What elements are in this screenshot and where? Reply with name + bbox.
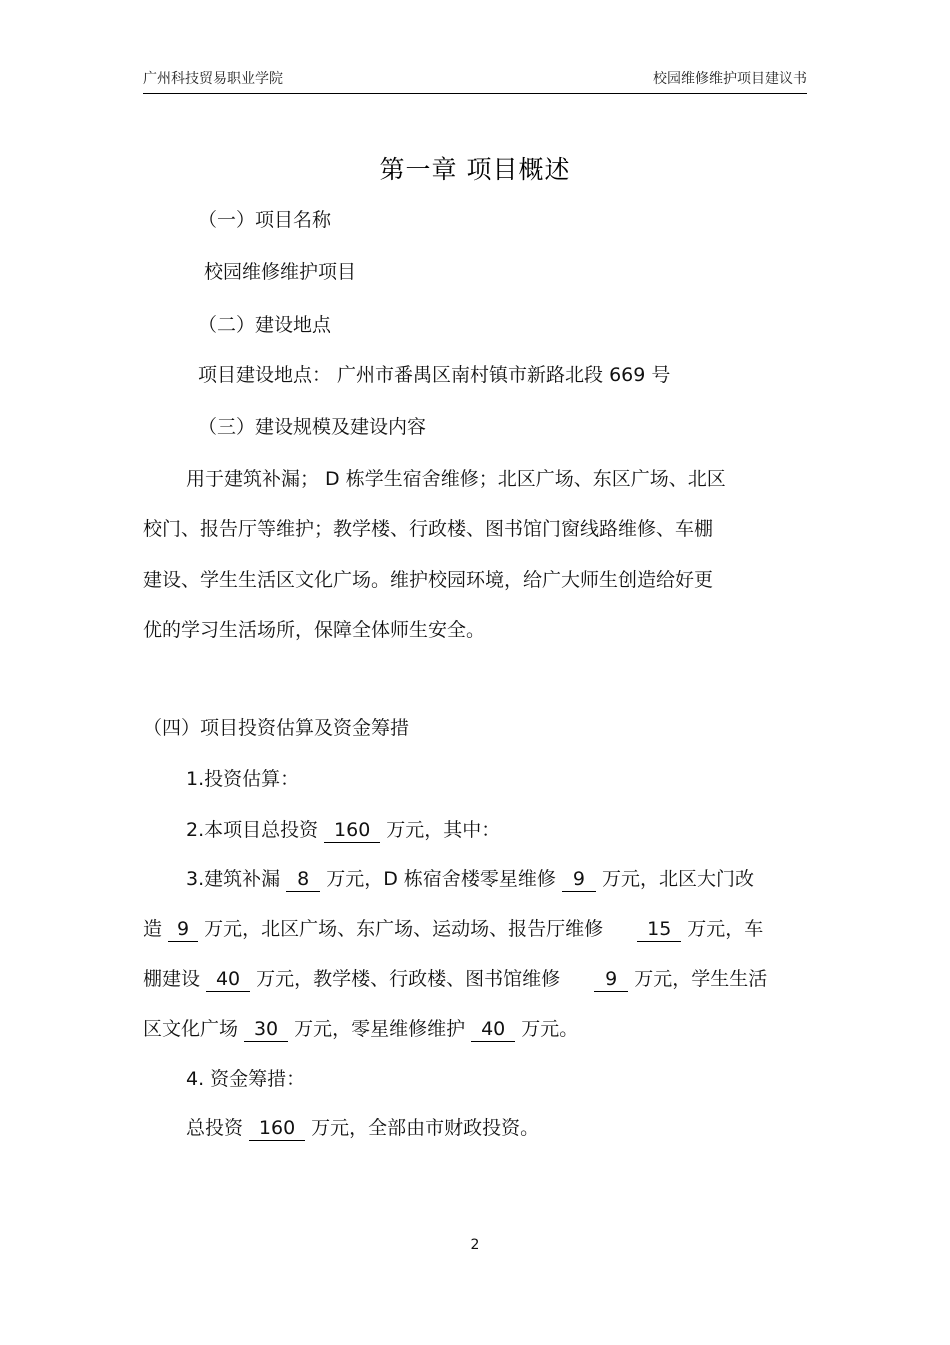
plaza-repair-value: 15: [637, 919, 681, 942]
section-3-paragraph-line-3: 建设、学生生活区文化广场。维护校园环境，给广大师生创造给好更: [143, 569, 714, 591]
section-3-heading: （三）建设规模及建设内容: [198, 416, 427, 438]
header-divider: [143, 93, 807, 94]
text: 万元，学生生活: [634, 968, 768, 990]
text: 万元，D 栋宿舍楼零星维修: [326, 868, 556, 890]
section-3-paragraph-line-4: 优的学习生活场所，保障全体师生安全。: [143, 619, 486, 641]
investment-item-3-line-1: [186, 864, 754, 892]
maintenance-value: 40: [471, 1019, 515, 1042]
investment-item-3-line-3: [143, 964, 767, 992]
investment-item-2-suffix: 万元，其中：: [386, 819, 501, 841]
investment-item-1: 1.投资估算：: [186, 768, 300, 790]
section-3-paragraph-line-1: 用于建筑补漏； D 栋学生宿舍维修；北区广场、东区广场、北区: [186, 468, 726, 490]
total-investment-value: 160: [324, 820, 380, 843]
chapter-title: 第一章 项目概述: [379, 155, 571, 184]
section-2-body: 项目建设地点： 广州市番禺区南村镇市新路北段 669 号: [198, 364, 671, 386]
header-school-name: 广州科技贸易职业学院: [143, 71, 283, 87]
section-1-body: 校园维修维护项目: [204, 261, 357, 283]
funding-body: [186, 1113, 539, 1141]
text: 万元，零星维修维护: [294, 1018, 466, 1040]
page-number: 2: [470, 1237, 480, 1253]
text: 万元，北区大门改: [602, 868, 755, 890]
text: 造: [143, 918, 163, 940]
culture-plaza-value: 30: [244, 1019, 288, 1042]
investment-item-2-text: 2.本项目总投资: [186, 819, 319, 841]
text: 万元，北区广场、东广场、运动场、报告厅维修: [204, 918, 604, 940]
investment-item-2: [186, 815, 500, 843]
text: 3.建筑补漏: [186, 868, 281, 890]
investment-item-4: 4. 资金筹措：: [186, 1068, 306, 1090]
funding-total-value: 160: [249, 1118, 305, 1141]
text: 棚建设: [143, 968, 201, 990]
section-2-heading: （二）建设地点: [198, 314, 332, 336]
investment-item-3-line-2: [143, 914, 763, 942]
section-1-heading: （一）项目名称: [198, 209, 332, 231]
building-repair-value: 9: [594, 969, 628, 992]
text: 万元，车: [687, 918, 764, 940]
text: 万元，全部由市财政投资。: [311, 1117, 540, 1139]
text: 总投资: [186, 1117, 244, 1139]
investment-item-3-line-4: [143, 1014, 578, 1042]
north-gate-value: 9: [168, 919, 198, 942]
section-3-paragraph-line-2: 校门、报告厅等维护；教学楼、行政楼、图书馆门窗线路维修、车棚: [143, 518, 714, 540]
dormitory-repair-value: 9: [562, 869, 596, 892]
text: 万元，教学楼、行政楼、图书馆维修: [256, 968, 561, 990]
text: 万元。: [521, 1018, 579, 1040]
section-4-heading: （四）项目投资估算及资金筹措: [143, 717, 410, 739]
shed-construction-value: 40: [206, 969, 250, 992]
roof-repair-value: 8: [286, 869, 320, 892]
header-document-title: 校园维修维护项目建议书: [653, 71, 807, 87]
text: 区文化广场: [143, 1018, 239, 1040]
